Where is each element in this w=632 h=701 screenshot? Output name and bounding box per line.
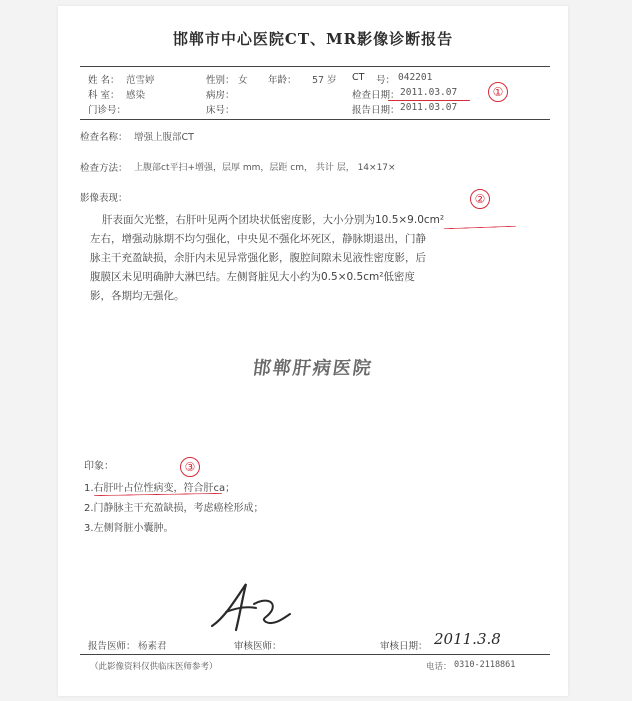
gender-label: 性别： xyxy=(206,75,235,86)
annotation-mark-3: ③ xyxy=(180,457,200,477)
ct-label: CT xyxy=(352,72,365,83)
exam-method-value: 上腹部ct平扫+增强，层厚 mm，层距 cm， 共计 层， 14×17× xyxy=(134,163,396,173)
age-label: 年龄： xyxy=(268,75,297,86)
annotation-mark-1: ① xyxy=(488,82,508,102)
age-value: 57 岁 xyxy=(312,75,337,86)
exam-method-label: 检查方法： xyxy=(80,163,128,174)
findings-line-3: 脉主干充盈缺损，余肝内未见异常强化影，腹腔间隙未见液性密度影，后 xyxy=(90,252,426,264)
impression-item-2: 2.门静脉主干充盈缺损，考虑癌栓形成； xyxy=(84,503,264,514)
gender-value: 女 xyxy=(238,75,248,86)
reporting-doctor-value: 杨素君 xyxy=(138,641,167,652)
annotation-mark-2: ② xyxy=(470,189,490,209)
exam-date-value: 2011.03.07 xyxy=(400,87,458,98)
annotation-underline-1 xyxy=(388,100,470,101)
review-date-label: 审核日期： xyxy=(380,641,428,652)
dept-value: 感染 xyxy=(126,90,146,101)
findings-label: 影像表现： xyxy=(80,193,128,204)
report-page xyxy=(58,6,568,696)
ct-no-value: 042201 xyxy=(398,72,433,83)
outpatient-label: 门诊号： xyxy=(88,105,127,116)
exam-item-value: 增强上腹部CT xyxy=(134,132,194,143)
reviewing-doctor-label: 审核医师： xyxy=(234,641,282,652)
review-date-value: 2011.3.8 xyxy=(434,630,501,648)
hospital-stamp: 邯郸肝病医院 xyxy=(251,358,375,379)
impression-item-3: 3.左侧肾脏小囊肿。 xyxy=(84,523,174,534)
bed-label: 床号： xyxy=(206,105,235,116)
findings-line-5: 影，各期均无强化。 xyxy=(90,290,185,302)
reporting-doctor-label: 报告医师： xyxy=(88,641,136,652)
phone-value: 0310-2118861 xyxy=(454,660,516,670)
name-label: 姓 名： xyxy=(88,75,120,86)
impression-item-1: 1.右肝叶占位性病变，符合肝ca； xyxy=(84,483,236,494)
ct-no-label: 号： xyxy=(376,75,396,86)
exam-date-label: 检查日期： xyxy=(352,90,400,101)
header-bottom-rule xyxy=(80,119,550,120)
phone-label: 电话： xyxy=(426,662,452,672)
name-value: 范雪婷 xyxy=(126,75,155,86)
exam-item-label: 检查名称： xyxy=(80,132,128,143)
annotation-underline-2 xyxy=(444,226,516,230)
report-date-label: 报告日期： xyxy=(352,105,400,116)
header-top-rule xyxy=(80,66,550,67)
impression-label: 印象： xyxy=(84,461,114,472)
report-title: 邯郸市中心医院CT、MR影像诊断报告 xyxy=(172,30,454,48)
doctor-signature xyxy=(206,578,296,638)
footer-rule xyxy=(80,654,550,655)
findings-line-2: 左右，增强动脉期不均匀强化，中央见不强化坏死区，静脉期退出，门静 xyxy=(90,233,426,245)
findings-line-4: 腹膜区未见明确肿大淋巴结。左侧肾脏见大小约为0.5×0.5cm²低密度 xyxy=(90,271,415,283)
findings-line-1: 肝表面欠光整，右肝叶见两个团块状低密度影，大小分别为10.5×9.0cm² xyxy=(102,214,445,226)
dept-label: 科 室： xyxy=(88,90,120,101)
footer-note: （此影像资料仅供临床医师参考） xyxy=(90,662,218,672)
ward-label: 病房： xyxy=(206,90,235,101)
report-date-value: 2011.03.07 xyxy=(400,102,458,113)
